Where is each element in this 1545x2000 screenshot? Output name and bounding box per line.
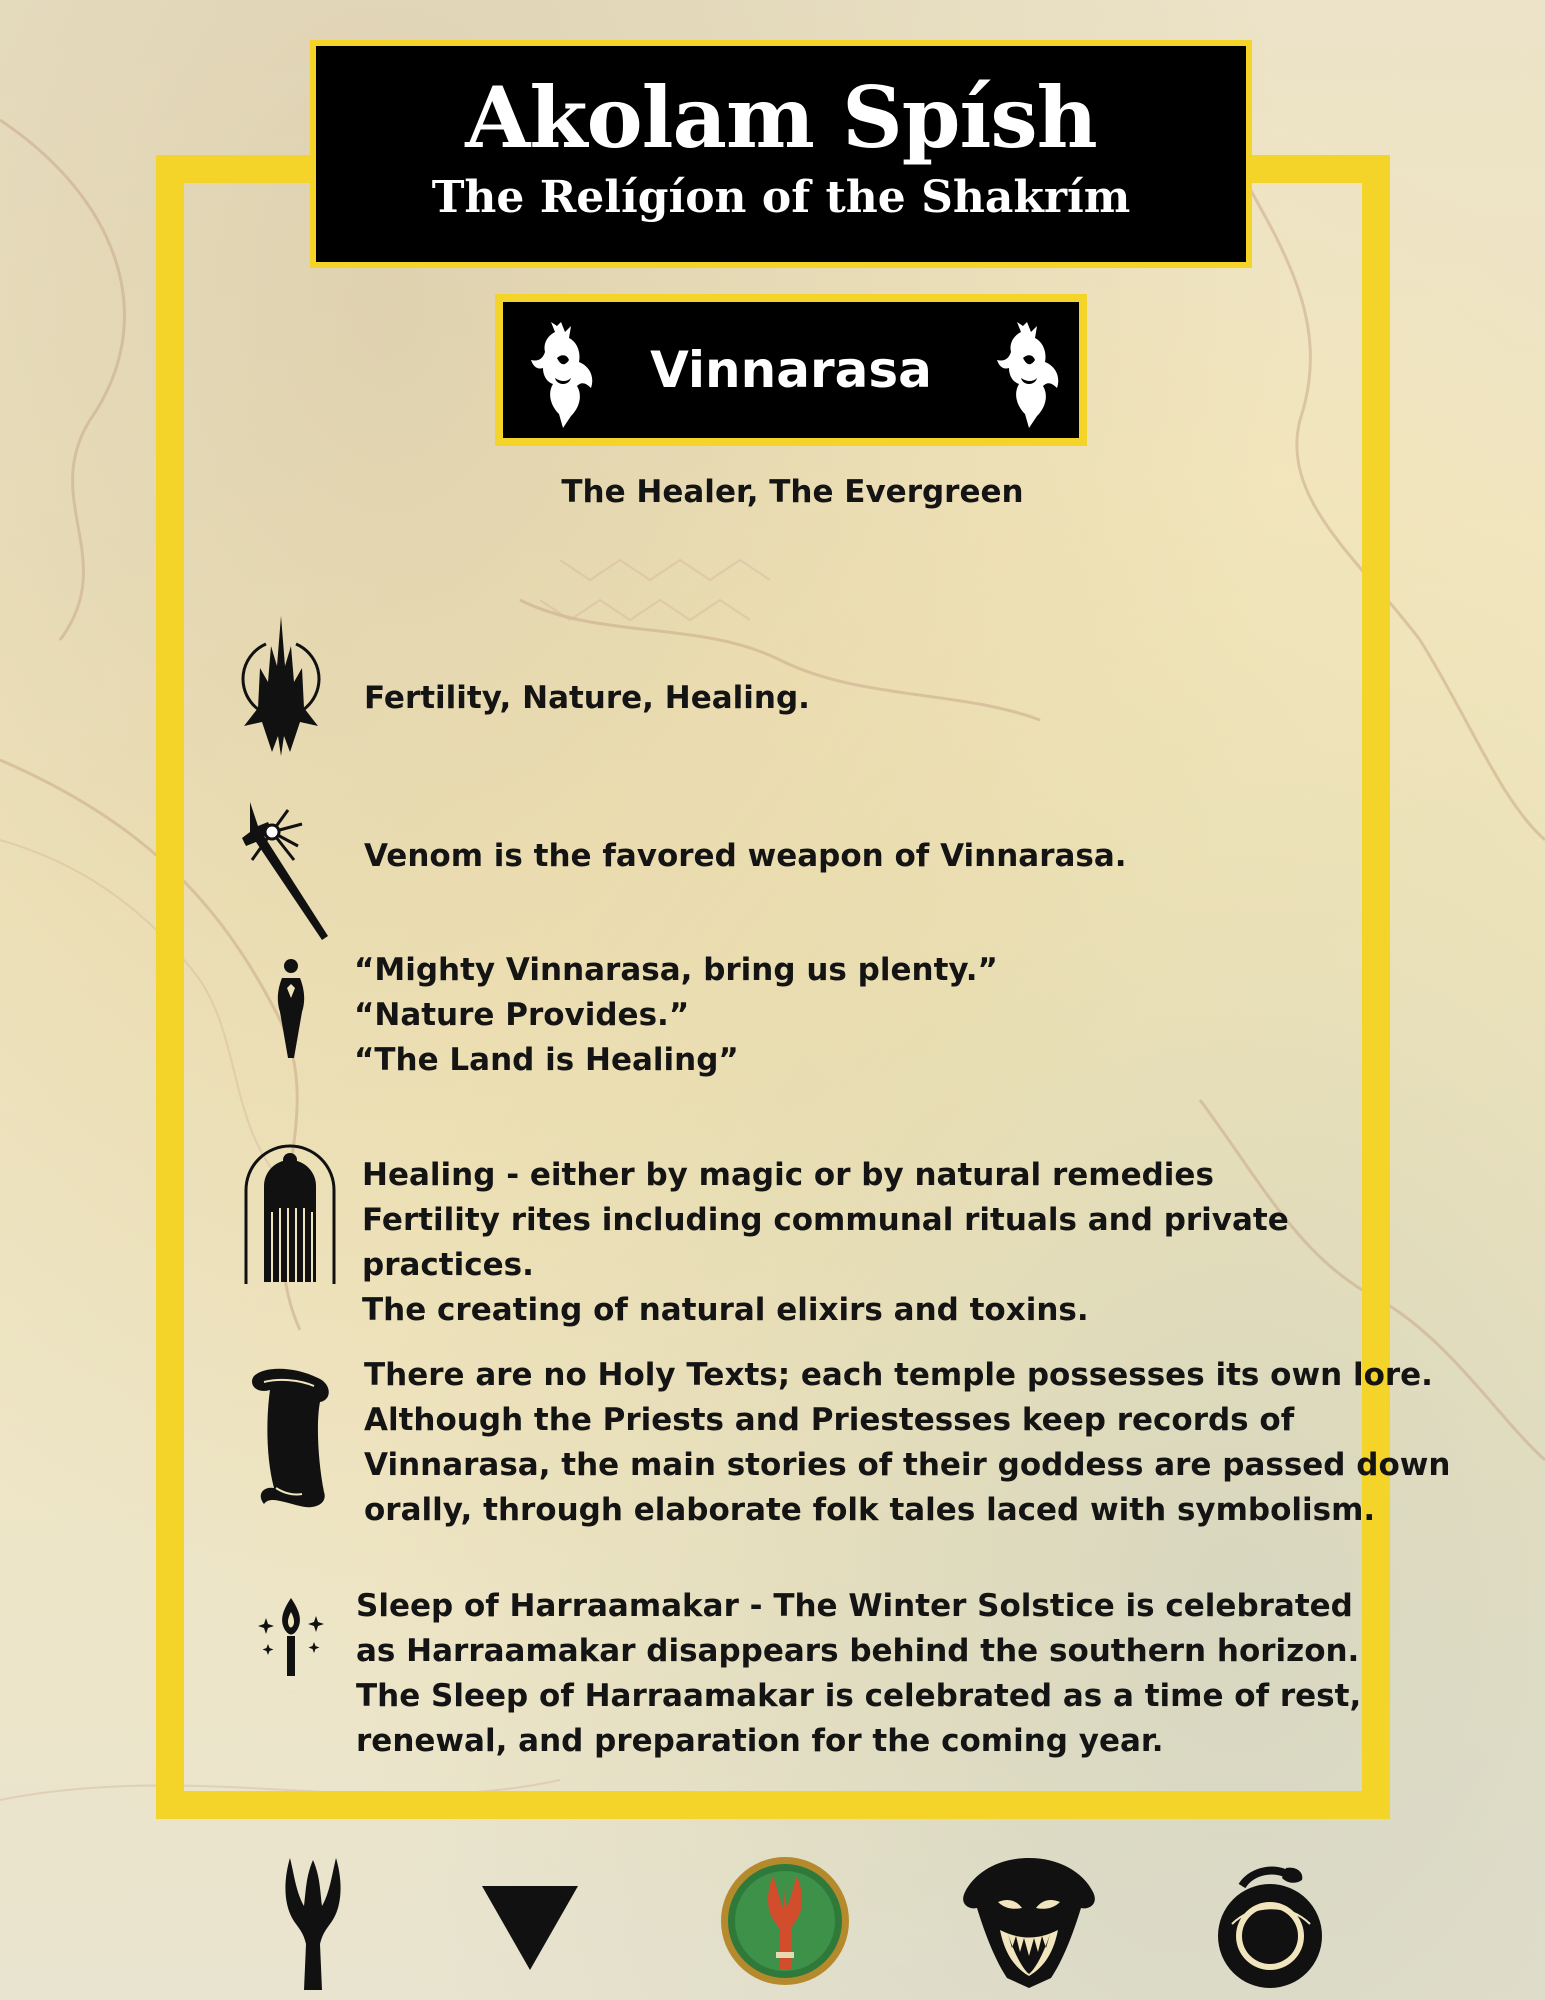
scroll-icon bbox=[244, 1366, 334, 1508]
arch-shrine-icon bbox=[242, 1142, 338, 1284]
trident-icon bbox=[278, 1856, 348, 1992]
goddess-figure-icon bbox=[993, 318, 1063, 430]
deity-banner bbox=[495, 294, 1087, 446]
deity-name: Vinnarasa bbox=[650, 341, 932, 399]
saying-1: “Mighty Vinnarasa, bring us plenty.” bbox=[354, 952, 998, 988]
practice-3: practices. bbox=[362, 1247, 534, 1283]
domains-text: Fertility, Nature, Healing. bbox=[364, 680, 810, 716]
texts-4: orally, through elaborate folk tales laced with symbolism. bbox=[364, 1492, 1376, 1528]
texts-1: There are no Holy Texts; each temple possesses its own lore. bbox=[364, 1357, 1433, 1393]
title-banner bbox=[310, 40, 1252, 268]
texts-3: Vinnarasa, the main stories of their goddess are passed down bbox=[364, 1447, 1451, 1483]
spire-icon bbox=[226, 614, 336, 784]
coiled-serpent-icon bbox=[1212, 1864, 1328, 1990]
triangle-icon bbox=[480, 1884, 580, 1972]
practice-2: Fertility rites including communal rituals and private bbox=[362, 1202, 1289, 1238]
dagger-icon bbox=[232, 798, 340, 944]
practice-1: Healing - either by magic or by natural remedies bbox=[362, 1157, 1214, 1193]
serpent-head-icon bbox=[958, 1854, 1100, 1990]
texts-2: Although the Priests and Priestesses keep records of bbox=[364, 1402, 1295, 1438]
holiday-3: The Sleep of Harraamakar is celebrated as a time of rest, bbox=[356, 1678, 1362, 1714]
saying-2: “Nature Provides.” bbox=[354, 997, 690, 1033]
holiday-1: Sleep of Harraamakar - The Winter Solstice is celebrated bbox=[356, 1588, 1353, 1624]
candle-moon-icon bbox=[256, 1594, 326, 1716]
holiday-2: as Harraamakar disappears behind the southern horizon. bbox=[356, 1633, 1360, 1669]
deity-epithets: The Healer, The Evergreen bbox=[561, 474, 1024, 510]
practice-4: The creating of natural elixirs and toxins. bbox=[362, 1292, 1089, 1328]
praying-figure-icon bbox=[270, 958, 312, 1060]
holiday-4: renewal, and preparation for the coming year. bbox=[356, 1723, 1164, 1759]
emblem-shield-icon bbox=[718, 1854, 852, 1988]
page-title: Akolam Spísh bbox=[465, 68, 1097, 167]
saying-3: “The Land is Healing” bbox=[354, 1042, 739, 1078]
weapon-text: Venom is the favored weapon of Vinnarasa. bbox=[364, 838, 1127, 874]
page-subtitle: The Relígíon of the Shakrím bbox=[431, 172, 1131, 223]
